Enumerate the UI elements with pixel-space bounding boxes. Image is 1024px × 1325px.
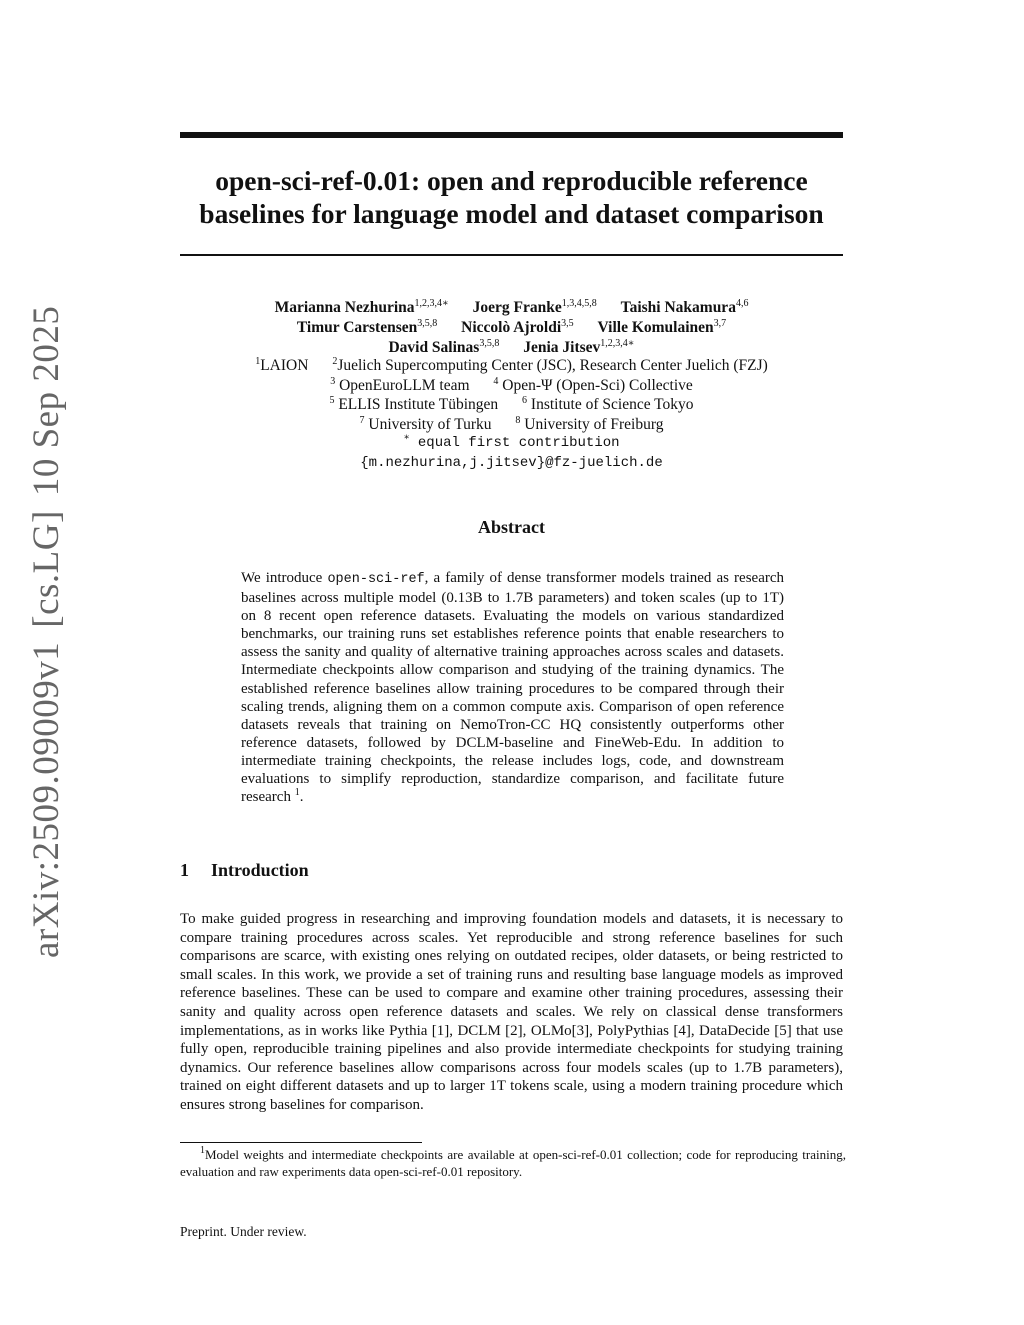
- section-heading: 1 Introduction: [180, 860, 309, 880]
- footnote-mark: 1: [294, 787, 300, 799]
- affiliation: $^8$ University of Freiburg: [515, 414, 664, 433]
- author: Joerg Franke$^{1,3,4,5,8}$: [472, 298, 597, 316]
- affiliations: [180, 356, 843, 473]
- affiliation: $^2$Juelich Supercomputing Center (JSC), Research Center Juelich (FZJ): [332, 356, 768, 374]
- title-line-2: baselines for language model and dataset comparison: [199, 198, 824, 229]
- author: Taishi Nakamura$^{4,6}$: [620, 298, 749, 316]
- title-rule-top: [180, 132, 843, 138]
- author: Jenia Jitsev$^{1,2,3,4∗}$: [523, 338, 635, 356]
- affiliation: $^5$ ELLIS Institute Tübingen: [329, 395, 499, 413]
- footnote-rule: [180, 1142, 422, 1143]
- preprint-footer: Preprint. Under review.: [180, 1224, 307, 1239]
- title-rule-bottom: [180, 254, 843, 256]
- author: Marianna Nezhurina$^{1,2,3,4∗}$: [274, 298, 449, 316]
- arxiv-id: arXiv:2509.09009v1: [26, 641, 67, 958]
- title-line-1: open-sci-ref-0.01: open and reproducible reference: [215, 165, 808, 196]
- author-list: [180, 298, 843, 358]
- footnote: $^1$Model weights and intermediate checkpoints are available at open-sci-ref-0.01 collection; code for reproducing training, evaluation and raw experiments data open-sci-ref-0.01 repository.: [180, 1145, 846, 1179]
- code-open-sci-ref: open-sci-ref: [327, 572, 425, 587]
- author: Timur Carstensen$^{3,5,8}$: [296, 318, 438, 336]
- affiliation: $^4$ Open-Ψ (Open-Sci) Collective: [493, 375, 693, 394]
- author: Ville Komulainen$^{3,7}$: [597, 318, 727, 336]
- introduction-text: To make guided progress in researching and improving foundation models and datasets, it is necessary to compare training procedures across scales. Yet reproducible and strong reference baselines for such comparisons are scarce, with existing ones relying on outdated recipes, older datasets, or being restricted to small scales. In this work, we provide a set of training runs and resulting base language models as improved reference baselines. These can be used to compare and examine other training procedures, assessing their sanity and quality across open reference datasets and scales. We rely on classical dense transformers implementations, as in works like Pythia [1], DCLM [2], OLMo[3], PolyPythias [4], DataDecide [5] that use fully open, reproducible training pipelines and also provide intermediate checkpoints for studying training dynamics. Our reference baselines allow comparisons across four models scales (up to 1.7B parameters), trained on eight different datasets and up to larger 1T tokens scale, using a modern training procedure which ensures strong baselines for comparison.: [180, 911, 843, 1113]
- affiliation: $^3$ OpenEuroLLM team: [330, 375, 470, 394]
- arxiv-stamp: [12, 305, 82, 958]
- author: Niccolò Ajroldi$^{3,5}$: [461, 318, 574, 336]
- author: David Salinas$^{3,5,8}$: [388, 338, 500, 356]
- equal-contribution-note: ∗ equal first contribution: [403, 433, 620, 451]
- abstract-text: We introduce open-sci-ref, a family of dense transformer models trained as research baselines across multiple model (0.13B to 1.7B parameters) and token scales (up to 1T) on 8 recent open reference datasets. Evaluating the models on various standardized benchmarks, our training runs set establishes reference points that enable researchers to assess the sanity and quality of alternative training approaches across scales and datasets. Intermediate checkpoints allow comparison and studying of the training dynamics. The established reference baselines allow training procedures to be compared through their scaling trends, aligning them on a common compute axis. Comparison of open reference datasets reveals that training on NemoTron-CC HQ consistently outperforms other reference datasets, followed by DCLM-baseline and FineWeb-Edu. In addition to intermediate training checkpoints, the release includes logs, code, and downstream evaluations to simplify reproduction, standardize comparison, and facilitate future research $^1$.: [241, 570, 785, 806]
- paper-title: [180, 164, 843, 230]
- contact-emails: {m.nezhurina,j.jitsev}@fz-juelich.de: [360, 454, 663, 471]
- arxiv-category: [cs.LG]: [26, 510, 67, 628]
- abstract-heading: Abstract: [478, 517, 545, 537]
- affiliation: $^1$LAION: [255, 356, 309, 374]
- affiliation: $^7$ University of Turku: [359, 414, 492, 433]
- affiliation: $^6$ Institute of Science Tokyo: [522, 395, 694, 413]
- arxiv-date: 10 Sep 2025: [26, 305, 67, 497]
